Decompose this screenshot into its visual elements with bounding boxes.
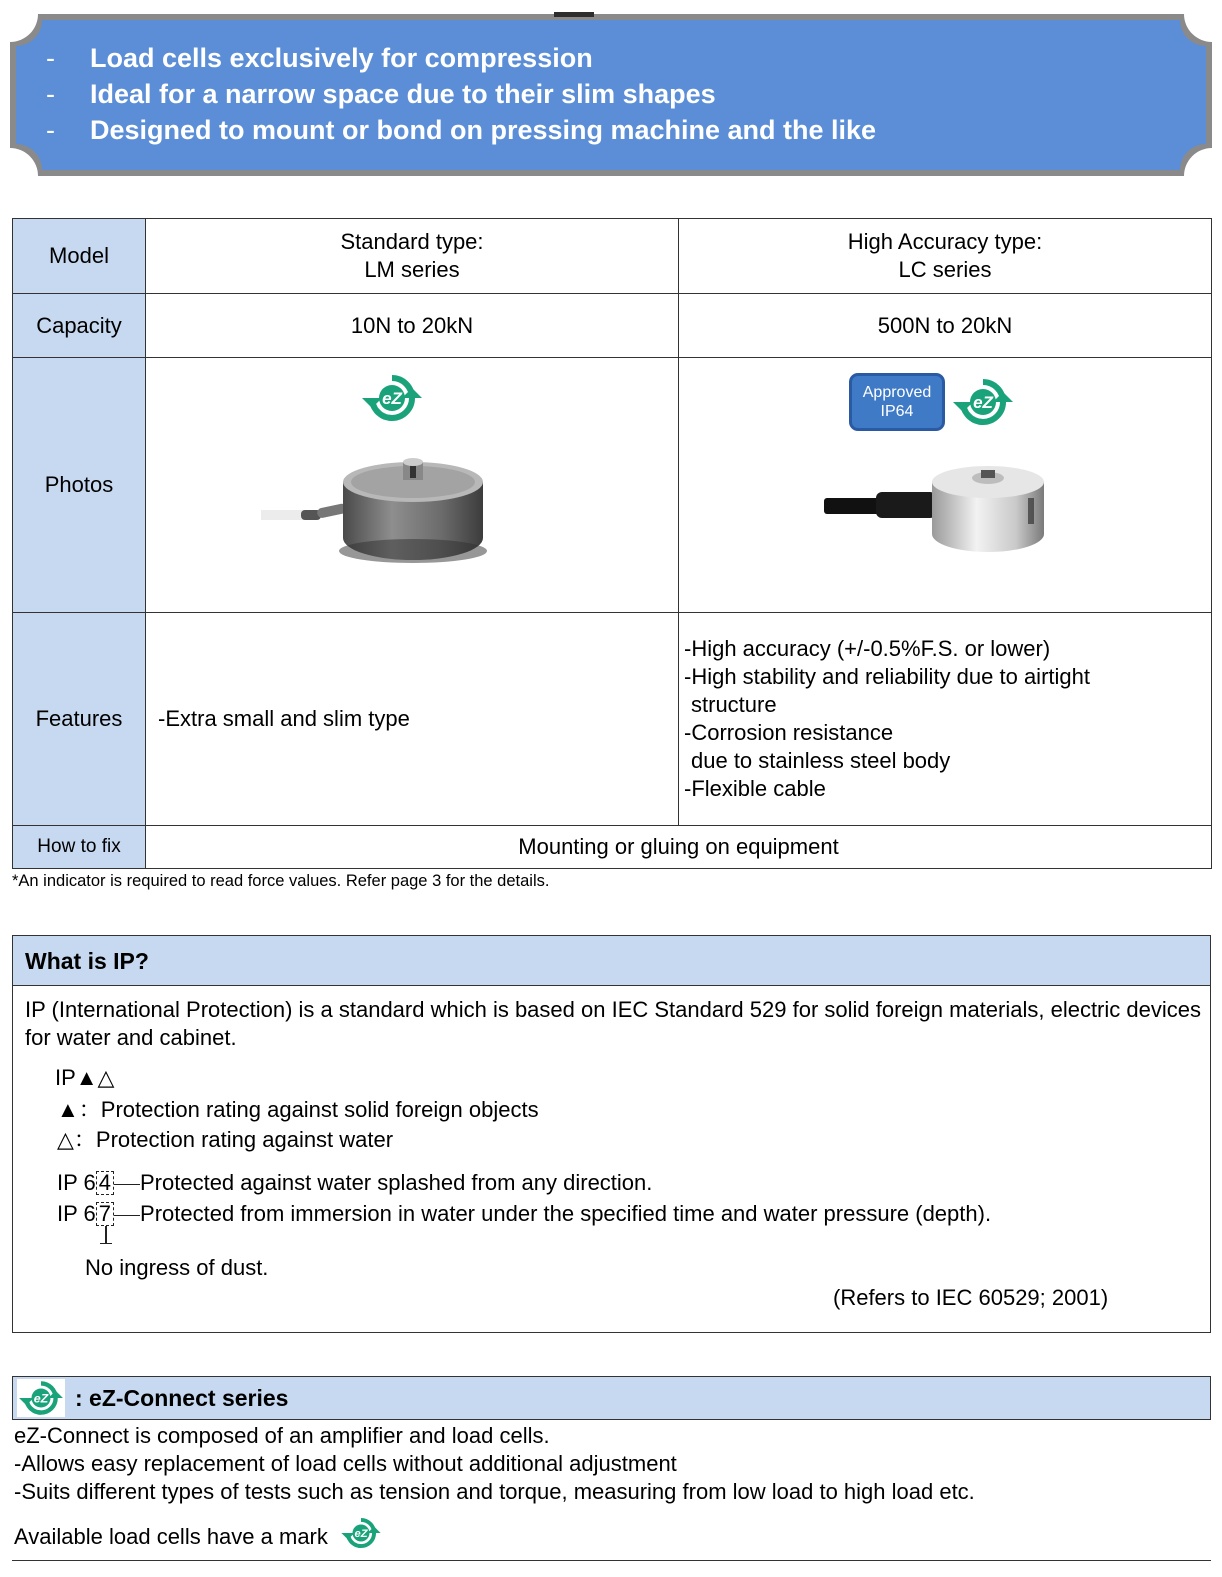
standard-model-cell [146,219,679,294]
svg-text:eZ: eZ [382,389,402,408]
table-row [13,358,1212,613]
ip64-desc: Protected against water splashed from any direction. [140,1170,653,1195]
banner-bullet-list [46,40,876,148]
water-triangle-icon: △ [57,1127,74,1152]
approved-ip64-badge [849,373,945,431]
ez-connect-section [12,1376,1211,1561]
dust-explanation: No ingress of dust. [85,1255,269,1280]
capacity-header: Capacity [13,294,146,358]
lm-series-load-cell-photo [261,458,511,568]
high-accuracy-model-cell [679,219,1212,294]
svg-text:eZ: eZ [973,393,993,412]
high-accuracy-type-label: High Accuracy type: [847,229,1043,254]
banner-bullet: - Designed to mount or bond on pressing machine and the like [46,115,877,145]
ip-info-box [12,935,1211,1333]
table-row [13,219,1212,294]
ip67-water-digit: 7 [96,1202,114,1226]
banner-bullet: - Load cells exclusively for compression [46,43,593,73]
indicator-footnote: *An indicator is required to read force values. Refer page 3 for the details. [12,872,550,890]
ez-line: -Allows easy replacement of load cells without additional adjustment [14,1451,677,1476]
ez-connect-title: : eZ-Connect series [75,1385,289,1411]
ez-logo-box [17,1379,65,1417]
feature-line: -Flexible cable [684,776,826,801]
photos-header: Photos [13,358,146,613]
feature-banner [8,12,1214,178]
leader-line [114,1184,140,1185]
feature-line: -High accuracy (+/-0.5%F.S. or lower) [684,636,1051,661]
available-text: Available load cells have a mark [14,1524,328,1549]
approved-label: Approved [862,384,932,401]
ip67-explanation [57,1200,991,1228]
ez-connect-icon [17,1379,65,1417]
ip64-prefix: IP 6 [57,1170,96,1195]
available-mark-line [14,1522,382,1552]
svg-text:eZ: eZ [354,1528,368,1541]
lc-series-load-cell-photo [824,458,1054,558]
dust-pointer [105,1226,107,1244]
feature-line: -High stability and reliability due to airtight [684,664,1090,689]
iec-reference: (Refers to IEC 60529; 2001) [833,1285,1109,1310]
standard-photo-cell [146,358,679,613]
feature-line: -Corrosion resistance [684,720,894,745]
standard-features: -Extra small and slim type [146,613,679,826]
leader-line [114,1215,140,1216]
ip-section-title: What is IP? [13,936,1210,986]
solid-triangle-icon: ▲ [57,1097,79,1122]
svg-text:eZ: eZ [33,1391,49,1406]
ez-line: -Suits different types of tests such as tension and torque, measuring from low load to high load etc. [14,1479,975,1504]
feature-line: due to stainless steel body [691,748,951,773]
high-accuracy-features [679,613,1212,826]
solid-rating-line [57,1096,539,1124]
standard-type-label: Standard type: [340,229,484,254]
ip-code-format: IP▲△ [55,1065,115,1090]
ez-connect-icon [360,372,424,424]
banner-bullet: - Ideal for a narrow space due to their slim shapes [46,79,716,109]
water-rating-line [57,1126,393,1154]
ip64-water-digit: 4 [96,1171,114,1195]
standard-capacity: 10N to 20kN [146,294,679,358]
high-accuracy-series-label: LC series [898,257,992,282]
table-row [13,294,1212,358]
banner-title-remnant [554,12,594,17]
spec-table [12,218,1212,869]
ip67-desc: Protected from immersion in water under the specified time and water pressure (depth). [140,1201,992,1226]
ip64-explanation [57,1169,652,1197]
how-to-fix-value: Mounting or gluing on equipment [146,826,1212,869]
ez-line: eZ-Connect is composed of an amplifier and load cells. [14,1423,550,1448]
ez-connect-description [14,1422,975,1506]
ip-intro-text: IP (International Protection) is a standard which is based on IEC Standard 529 for solid foreign materials, electric devices for water and cabinet. [25,997,1201,1050]
high-accuracy-photo-cell [679,358,1212,613]
feature-line: structure [691,692,777,717]
table-row [13,826,1212,869]
ip64-label: IP64 [880,403,914,420]
ez-connect-icon [340,1516,382,1550]
solid-rating-desc: ：Protection rating against solid foreign objects [78,1097,539,1122]
water-rating-desc: ：Protection rating against water [73,1127,394,1152]
ez-connect-title-bar [12,1376,1211,1420]
ip67-dust-digit: 6 [83,1201,96,1226]
standard-series-label: LM series [364,257,460,282]
high-accuracy-capacity: 500N to 20kN [679,294,1212,358]
ip67-prefix: IP [57,1201,84,1226]
how-to-fix-header: How to fix [13,826,146,869]
model-header: Model [13,219,146,294]
features-header: Features [13,613,146,826]
ez-connect-icon [951,376,1015,428]
table-row [13,613,1212,826]
